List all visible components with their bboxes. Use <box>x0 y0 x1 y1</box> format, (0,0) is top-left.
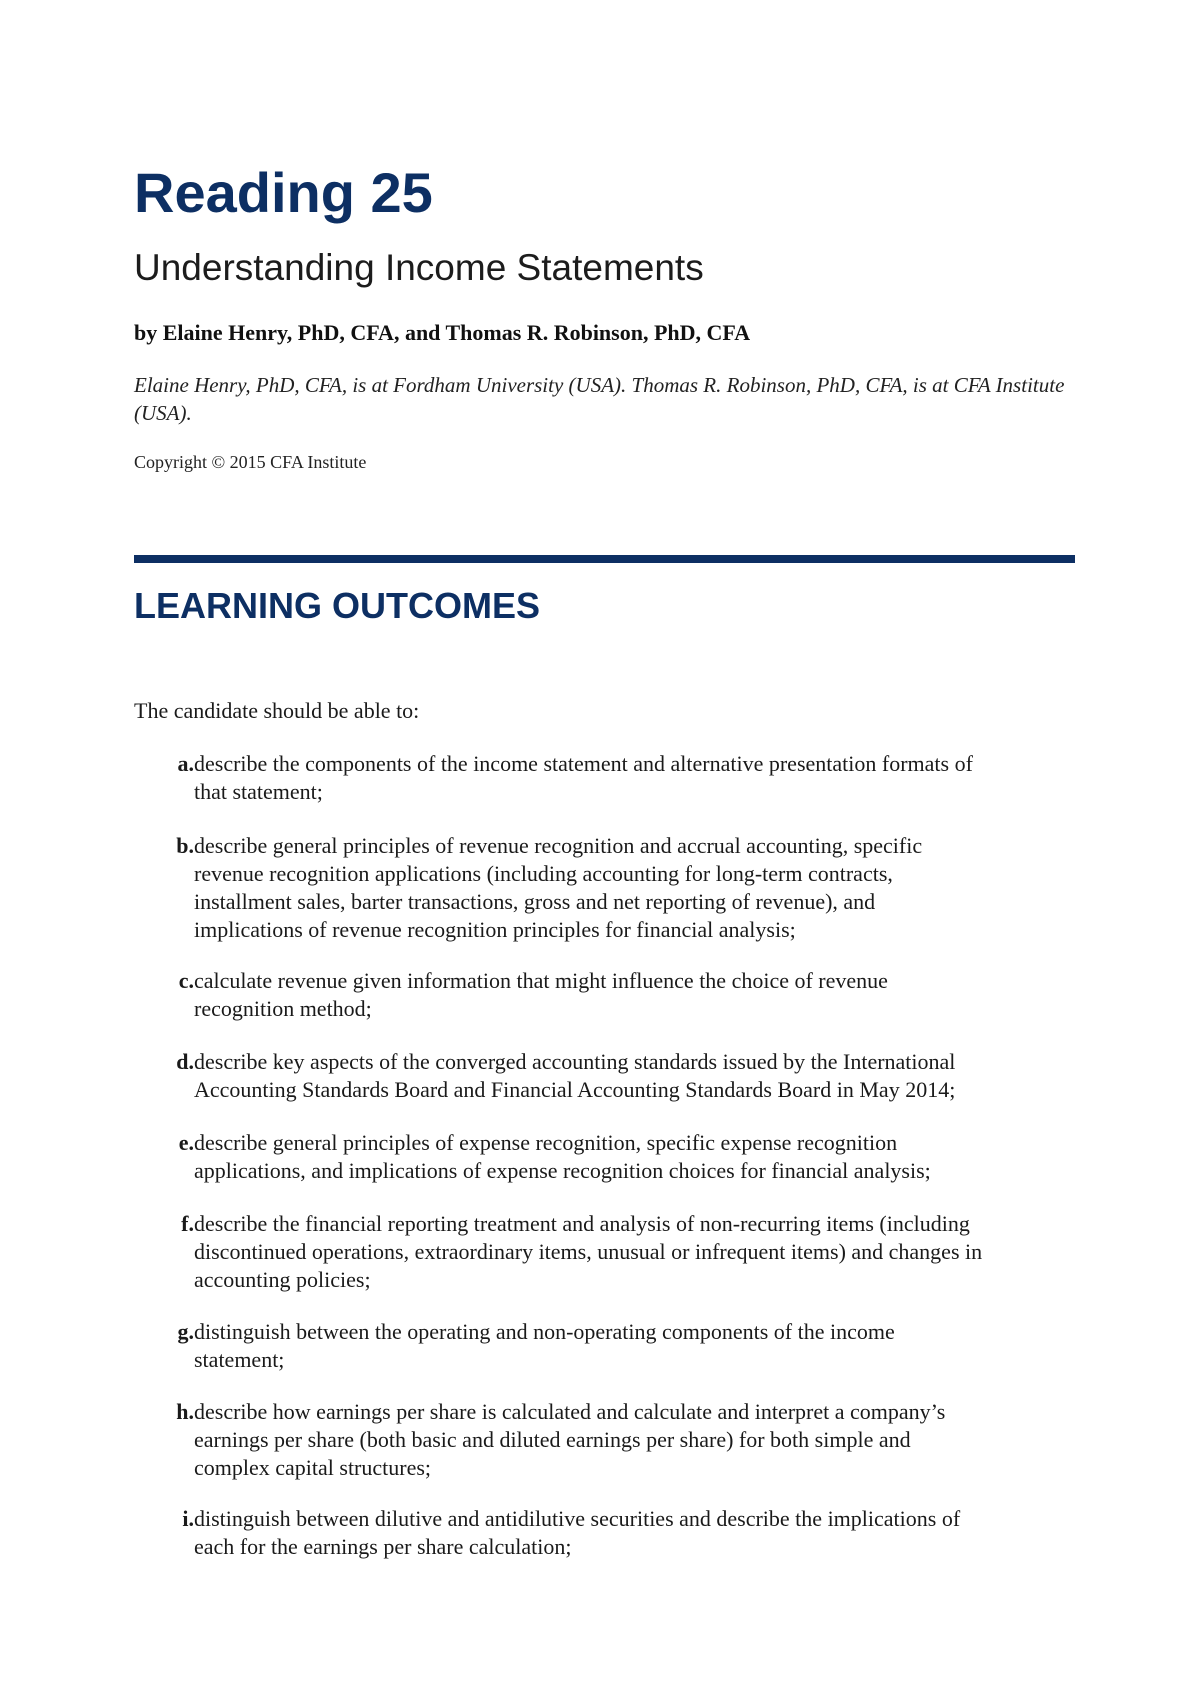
outcome-text <box>194 967 1075 1023</box>
outcome-text-line: describe key aspects of the converged accounting standards issued by the International <box>194 1049 956 1074</box>
outcome-text <box>194 832 1075 944</box>
outcome-letter: h. <box>176 1399 194 1424</box>
outcome-text-line: applications, and implications of expense recognition choices for financial analysis; <box>194 1158 931 1183</box>
reading-subtitle: Understanding Income Statements <box>134 247 704 288</box>
copyright-notice: Copyright © 2015 CFA Institute <box>134 452 367 472</box>
reading-title: Reading 25 <box>134 161 433 224</box>
outcome-letter: i. <box>182 1506 194 1531</box>
outcome-text-line: distinguish between dilutive and antidilutive securities and describe the implications of <box>194 1506 961 1531</box>
outcome-text-line: statement; <box>194 1347 285 1372</box>
outcome-text <box>194 1210 1075 1294</box>
outcome-text-line: describe general principles of expense recognition, specific expense recognition <box>194 1130 898 1155</box>
outcome-letter: g. <box>177 1319 194 1344</box>
outcome-text-line: each for the earnings per share calculation; <box>194 1534 572 1559</box>
outcome-text-line: recognition method; <box>194 996 372 1021</box>
outcomes-intro: The candidate should be able to: <box>134 698 420 723</box>
outcome-text-line: earnings per share (both basic and diluted earnings per share) for both simple and <box>194 1427 911 1452</box>
outcome-text-line: complex capital structures; <box>194 1455 432 1480</box>
outcome-text-line: describe the components of the income statement and alternative presentation formats of <box>194 751 973 776</box>
outcome-text-line: installment sales, barter transactions, gross and net reporting of revenue), and <box>194 889 876 914</box>
outcome-letter: b. <box>176 833 194 858</box>
outcome-text <box>194 750 1075 806</box>
outcome-text <box>194 1129 1075 1185</box>
outcome-text-line: describe general principles of revenue recognition and accrual accounting, specific <box>194 833 923 858</box>
outcome-text-line: accounting policies; <box>194 1267 371 1292</box>
outcome-letter: a. <box>177 751 194 776</box>
outcome-letter: f. <box>181 1211 194 1236</box>
outcome-text-line: that statement; <box>194 779 323 804</box>
outcome-text-line: discontinued operations, extraordinary items, unusual or infrequent items) and changes in <box>194 1239 983 1264</box>
outcome-text <box>194 1048 1075 1104</box>
section-divider <box>134 555 1075 563</box>
author-line: by Elaine Henry, PhD, CFA, and Thomas R. Robinson, PhD, CFA <box>134 320 751 345</box>
outcome-text-line: implications of revenue recognition principles for financial analysis; <box>194 917 796 942</box>
outcome-text-line: describe how earnings per share is calculated and calculate and interpret a company’s <box>194 1399 946 1424</box>
outcome-text <box>194 1318 1075 1374</box>
outcome-text-line: describe the financial reporting treatment and analysis of non-recurring items (including <box>194 1211 970 1236</box>
section-heading: LEARNING OUTCOMES <box>134 585 541 626</box>
author-affiliation: Elaine Henry, PhD, CFA, is at Fordham University (USA). Thomas R. Robinson, PhD, CFA, is at CFA Institute (USA). <box>134 373 1065 425</box>
outcome-letter: e. <box>178 1130 194 1155</box>
outcome-text-line: distinguish between the operating and non-operating components of the income <box>194 1319 895 1344</box>
outcome-letter: d. <box>176 1049 194 1074</box>
outcome-text <box>194 1505 1075 1561</box>
outcome-letter: c. <box>178 968 194 993</box>
outcome-text-line: revenue recognition applications (including accounting for long-term contracts, <box>194 861 893 886</box>
outcome-text-line: Accounting Standards Board and Financial Accounting Standards Board in May 2014; <box>194 1077 956 1102</box>
outcome-text-line: calculate revenue given information that might influence the choice of revenue <box>194 968 888 993</box>
outcome-text <box>194 1398 1075 1482</box>
